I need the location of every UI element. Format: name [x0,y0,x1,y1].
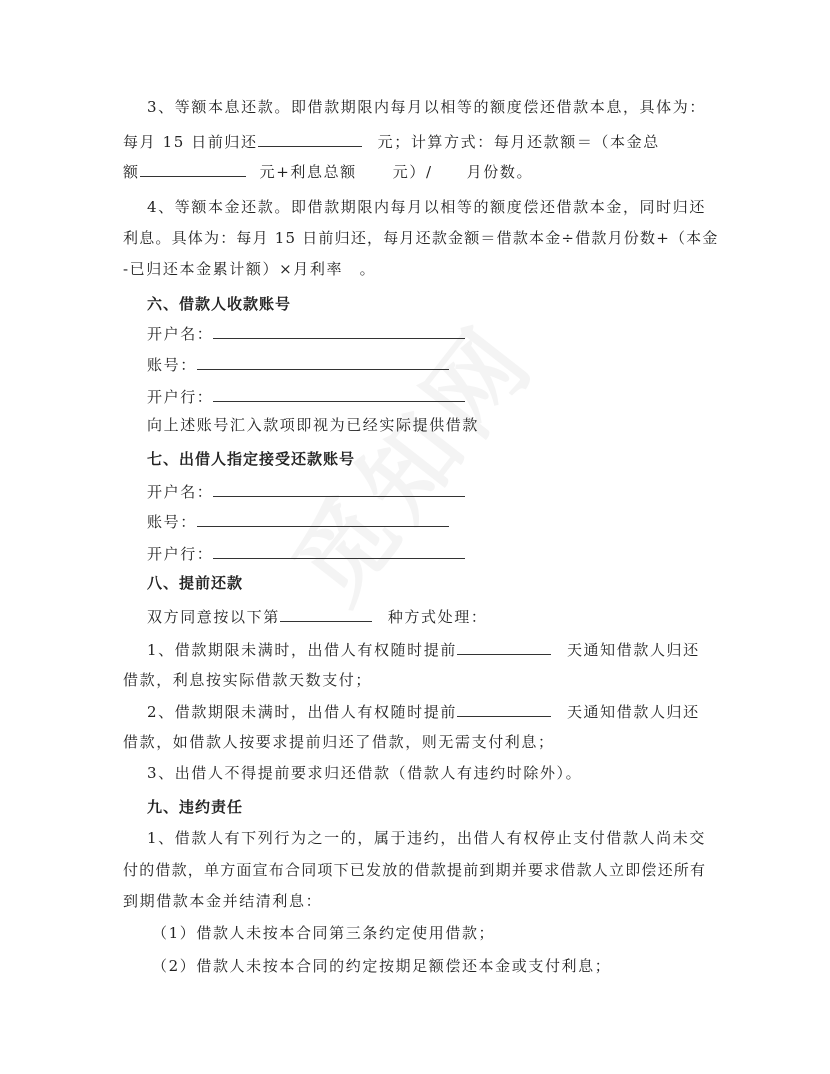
text: 每月 15 日前归还 [123,133,258,151]
bank-blank[interactable] [213,542,465,559]
text: 种方式处理： [387,608,488,626]
text: 天通知借款人归还 [566,703,700,721]
section-8-heading: 八、提前还款 [147,574,244,592]
borrower-bank [147,385,465,407]
text: 月份数。 [466,163,534,181]
label: 开户行： [147,388,214,406]
clause-9-1-item-1: （1）借款人未按本合同第三条约定使用借款； [152,924,496,942]
section-7-heading: 七、出借人指定接受还款账号 [147,450,356,468]
borrower-account-name [147,322,465,344]
section-9-heading: 九、违约责任 [147,798,244,816]
lender-bank [147,542,465,564]
text: 1、借款期限未满时，出借人有权随时提前 [147,641,457,659]
bank-blank[interactable] [213,385,465,402]
clause-8-2-line-1 [147,700,700,722]
clause-8-1-line-1 [147,638,700,660]
account-name-blank[interactable] [213,480,465,497]
account-number-blank[interactable] [197,510,449,527]
label: 账号： [147,356,197,374]
clause-8-1-line-2: 借款，利息按实际借款天数支付； [123,671,373,689]
clause-8-3: 3、出借人不得提前要求归还借款（借款人有违约时除外）。 [147,764,583,782]
clause-4-line-3: -已归还本金累计额）×月利率 。 [123,260,377,278]
clause-3-line-2 [123,130,660,152]
account-number-blank[interactable] [197,353,449,370]
clause-3-line-3 [123,160,533,182]
method-number-blank[interactable] [280,605,372,622]
clause-9-1-line-2: 付的借款，单方面宣布合同项下已发放的借款提前到期并要求借款人立即偿还所有 [123,861,707,879]
lender-account-number [147,510,449,532]
account-name-blank[interactable] [213,322,465,339]
clause-3-line-1: 3、等额本息还款。即借款期限内每月以相等的额度偿还借款本息，具体为： [147,98,706,116]
label: 开户行： [147,545,214,563]
label: 账号： [147,513,197,531]
section-8-intro [147,605,487,627]
text: 元）/ [392,163,433,181]
clause-4-line-1: 4、等额本金还款。即借款期限内每月以相等的额度偿还借款本金，同时归还 [147,198,706,216]
clause-9-1-item-2: （2）借款人未按本合同的约定按期足额偿还本金或支付利息； [152,957,612,975]
principal-total-blank[interactable] [140,160,246,177]
clause-8-2-line-2: 借款，如借款人按要求提前归还了借款，则无需支付利息； [123,733,555,751]
borrower-account-number [147,353,449,375]
text: 2、借款期限未满时，出借人有权随时提前 [147,703,457,721]
label: 开户名： [147,325,214,343]
clause-4-line-2: 利息。具体为：每月 15 日前归还，每月还款金额＝借款本金÷借款月份数+（本金 [123,229,719,247]
text: 额 [123,163,140,181]
text: 天通知借款人归还 [566,641,700,659]
clause-9-1-line-3: 到期借款本金并结清利息： [123,892,323,910]
text: 双方同意按以下第 [147,608,280,626]
monthly-amount-blank[interactable] [258,130,362,147]
section-6-note: 向上述账号汇入款项即视为已经实际提供借款 [147,416,480,434]
label: 开户名： [147,483,214,501]
clause-9-1-line-1: 1、借款人有下列行为之一的，属于违约，出借人有权停止支付借款人尚未交 [147,829,706,847]
notice-days-blank[interactable] [457,638,551,655]
lender-account-name [147,480,465,502]
text: 元+利息总额 [259,163,357,181]
section-6-heading: 六、借款人收款账号 [147,295,292,313]
notice-days-blank[interactable] [457,700,551,717]
text: 元；计算方式：每月还款额＝（本金总 [377,133,660,151]
